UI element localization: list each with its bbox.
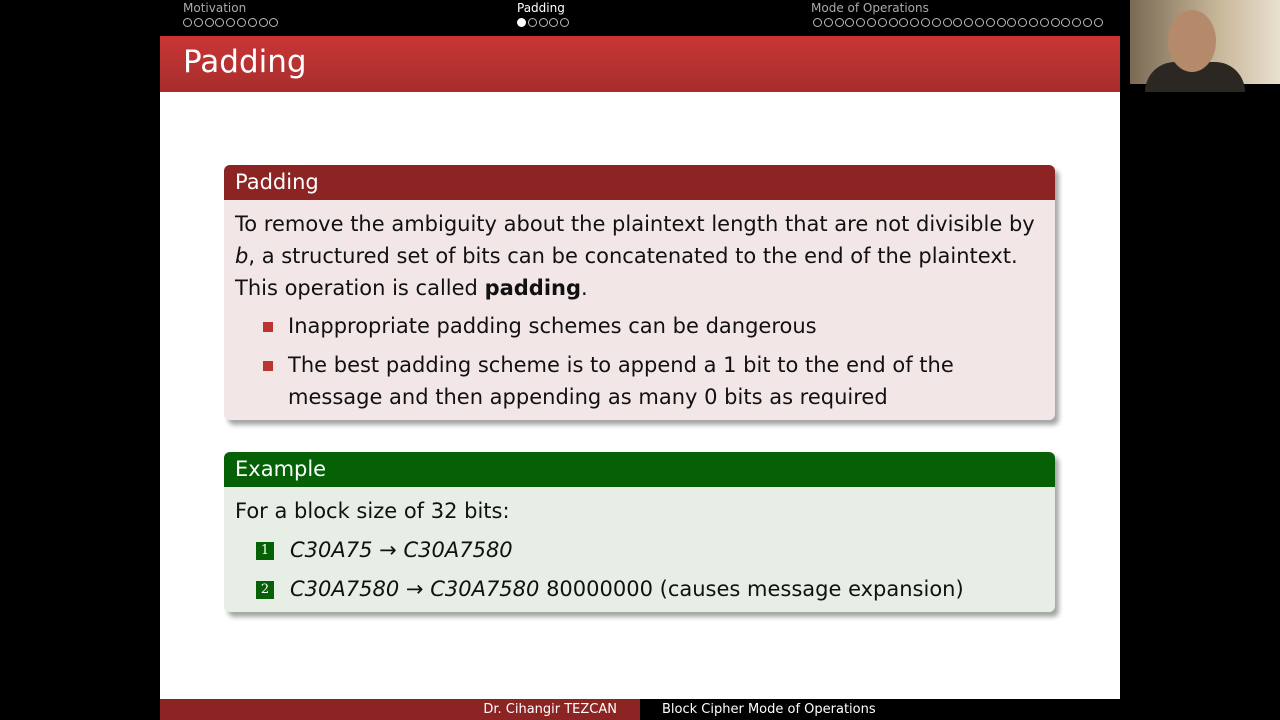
nav-dots-padding[interactable] bbox=[517, 18, 571, 30]
webcam-overlay bbox=[1130, 0, 1280, 84]
nav-section-mode-of-operations[interactable]: Mode of Operations bbox=[811, 1, 929, 15]
slide bbox=[160, 0, 1120, 720]
block-title: Padding bbox=[224, 165, 1055, 200]
nav-frame-dot[interactable] bbox=[1051, 18, 1060, 27]
nav-frame-dot[interactable] bbox=[953, 18, 962, 27]
nav-frame-dot[interactable] bbox=[845, 18, 854, 27]
nav-frame-dot[interactable] bbox=[539, 18, 548, 27]
title-bar bbox=[160, 36, 1120, 92]
block-body bbox=[224, 487, 1055, 612]
nav-frame-dot[interactable] bbox=[1007, 18, 1016, 27]
bullet-icon bbox=[263, 322, 273, 332]
nav-frame-dot[interactable] bbox=[921, 18, 930, 27]
enum-item: 1 C30A75 → C30A7580 bbox=[235, 534, 1044, 566]
nav-frame-dot[interactable] bbox=[889, 18, 898, 27]
nav-frame-dot[interactable] bbox=[813, 18, 822, 27]
nav-dots-modes[interactable] bbox=[813, 18, 1105, 30]
nav-frame-dot[interactable] bbox=[867, 18, 876, 27]
nav-frame-dot[interactable] bbox=[248, 18, 257, 27]
nav-frame-dot[interactable] bbox=[194, 18, 203, 27]
nav-frame-dot[interactable] bbox=[910, 18, 919, 27]
nav-frame-dot[interactable] bbox=[835, 18, 844, 27]
nav-frame-dot[interactable] bbox=[824, 18, 833, 27]
footer bbox=[160, 699, 1120, 720]
nav-frame-dot[interactable] bbox=[259, 18, 268, 27]
enum-number: 1 bbox=[256, 542, 274, 560]
example-intro: For a block size of 32 bits: bbox=[235, 499, 510, 523]
nav-section-motivation[interactable]: Motivation bbox=[183, 1, 247, 15]
nav-frame-dot[interactable] bbox=[964, 18, 973, 27]
nav-frame-dot[interactable] bbox=[226, 18, 235, 27]
bullet-icon bbox=[263, 361, 273, 371]
list-item bbox=[235, 310, 1044, 342]
nav-frame-dot[interactable] bbox=[878, 18, 887, 27]
nav-dots-motivation[interactable] bbox=[183, 18, 280, 30]
nav-frame-dot[interactable] bbox=[856, 18, 865, 27]
list-item bbox=[235, 349, 1044, 413]
block-body bbox=[224, 200, 1055, 420]
nav-frame-dot[interactable] bbox=[1083, 18, 1092, 27]
presenter-face bbox=[1168, 10, 1216, 72]
nav-frame-dot[interactable] bbox=[986, 18, 995, 27]
nav-frame-dot[interactable] bbox=[899, 18, 908, 27]
example-block bbox=[224, 452, 1055, 612]
nav-frame-dot[interactable] bbox=[932, 18, 941, 27]
nav-frame-dot[interactable] bbox=[549, 18, 558, 27]
nav-frame-dot[interactable] bbox=[560, 18, 569, 27]
nav-frame-dot[interactable] bbox=[269, 18, 278, 27]
block-title: Example bbox=[224, 452, 1055, 487]
slide-title: Padding bbox=[183, 44, 307, 80]
padding-definition-block bbox=[224, 165, 1055, 420]
nav-frame-dot[interactable] bbox=[943, 18, 952, 27]
nav-frame-dot[interactable] bbox=[183, 18, 192, 27]
section-navigation bbox=[160, 0, 1120, 36]
enum-number: 2 bbox=[256, 581, 274, 599]
footer-author: Dr. Cihangir TEZCAN bbox=[160, 699, 640, 720]
nav-section-padding[interactable]: Padding bbox=[517, 1, 565, 15]
list-item-text: Inappropriate padding schemes can be dangerous bbox=[288, 314, 817, 338]
nav-frame-dot[interactable] bbox=[975, 18, 984, 27]
footer-title: Block Cipher Mode of Operations bbox=[640, 699, 1120, 720]
nav-frame-dot[interactable] bbox=[1018, 18, 1027, 27]
nav-frame-dot[interactable] bbox=[1061, 18, 1070, 27]
nav-frame-dot[interactable] bbox=[1094, 18, 1103, 27]
definition-text: To remove the ambiguity about the plaintext length that are not divisible by b, a structured set of bits can be concatenated to the end of the plaintext. This operation is called padding. bbox=[235, 212, 1035, 300]
nav-frame-dot[interactable] bbox=[528, 18, 537, 27]
nav-frame-dot[interactable] bbox=[1029, 18, 1038, 27]
nav-frame-dot[interactable] bbox=[1040, 18, 1049, 27]
enum-item: 2 C30A7580 → C30A7580 80000000 (causes message expansion) bbox=[235, 573, 1044, 605]
list-item-text: The best padding scheme is to append a 1 bit to the end of the message and then appending as many 0 bits as required bbox=[288, 353, 954, 409]
nav-frame-dot[interactable] bbox=[237, 18, 246, 27]
nav-frame-dot[interactable] bbox=[517, 18, 526, 27]
nav-frame-dot[interactable] bbox=[215, 18, 224, 27]
nav-frame-dot[interactable] bbox=[205, 18, 214, 27]
nav-frame-dot[interactable] bbox=[1072, 18, 1081, 27]
nav-frame-dot[interactable] bbox=[997, 18, 1006, 27]
